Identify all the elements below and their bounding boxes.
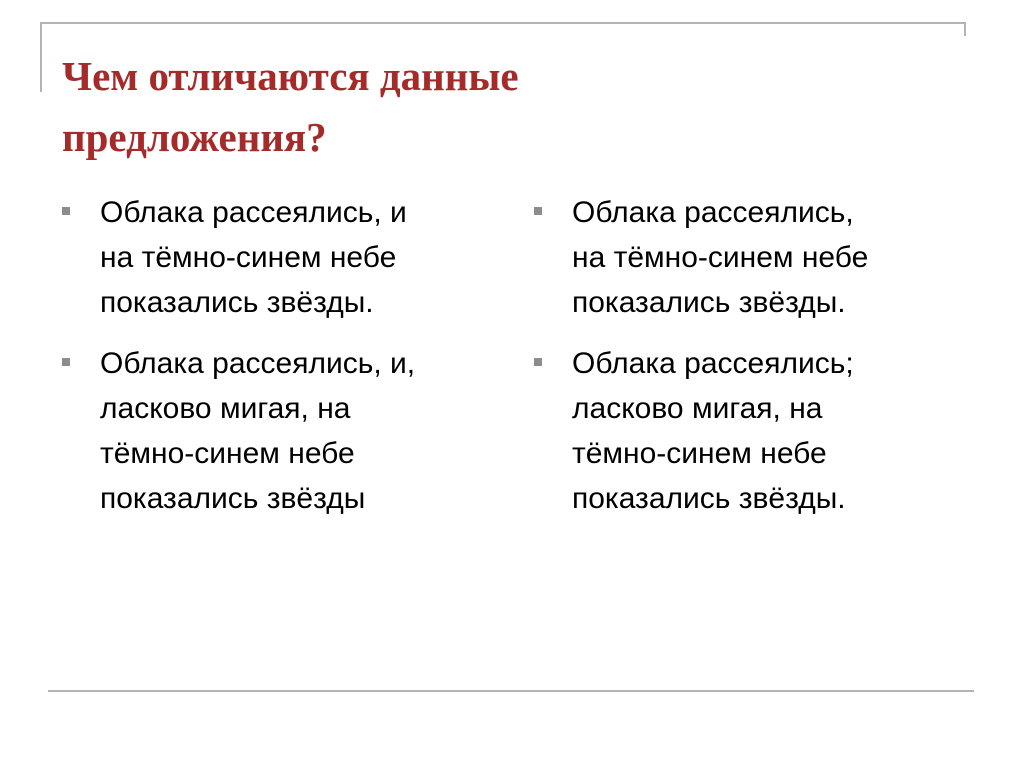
- list-item: [60, 190, 480, 325]
- square-bullet-icon: [62, 207, 70, 215]
- square-bullet-icon: [534, 207, 542, 215]
- list-item-text: Облака рассеялись, и на тёмно-синем небе показались звёзды.: [100, 196, 407, 319]
- list-item-text: Облака рассеялись, и, ласково мигая, на тёмно-синем небе показались звёзды: [100, 347, 416, 515]
- frame-line-right: [964, 22, 966, 36]
- list-item: [532, 190, 952, 325]
- slide-title: Чем отличаются данные предложения?: [62, 53, 519, 160]
- list-item: [532, 341, 952, 521]
- list-item: [60, 341, 480, 521]
- square-bullet-icon: [534, 358, 542, 366]
- frame-line-top: [40, 22, 966, 24]
- right-column: [532, 190, 952, 537]
- square-bullet-icon: [62, 358, 70, 366]
- list-item-text: Облака рассеялись, на тёмно-синем небе показались звёзды.: [572, 196, 869, 319]
- frame-line-bottom: [48, 690, 974, 692]
- left-column: [60, 190, 480, 537]
- frame-line-left: [40, 22, 42, 92]
- list-item-text: Облака рассеялись; ласково мигая, на тёмно-синем небе показались звёзды.: [572, 347, 854, 515]
